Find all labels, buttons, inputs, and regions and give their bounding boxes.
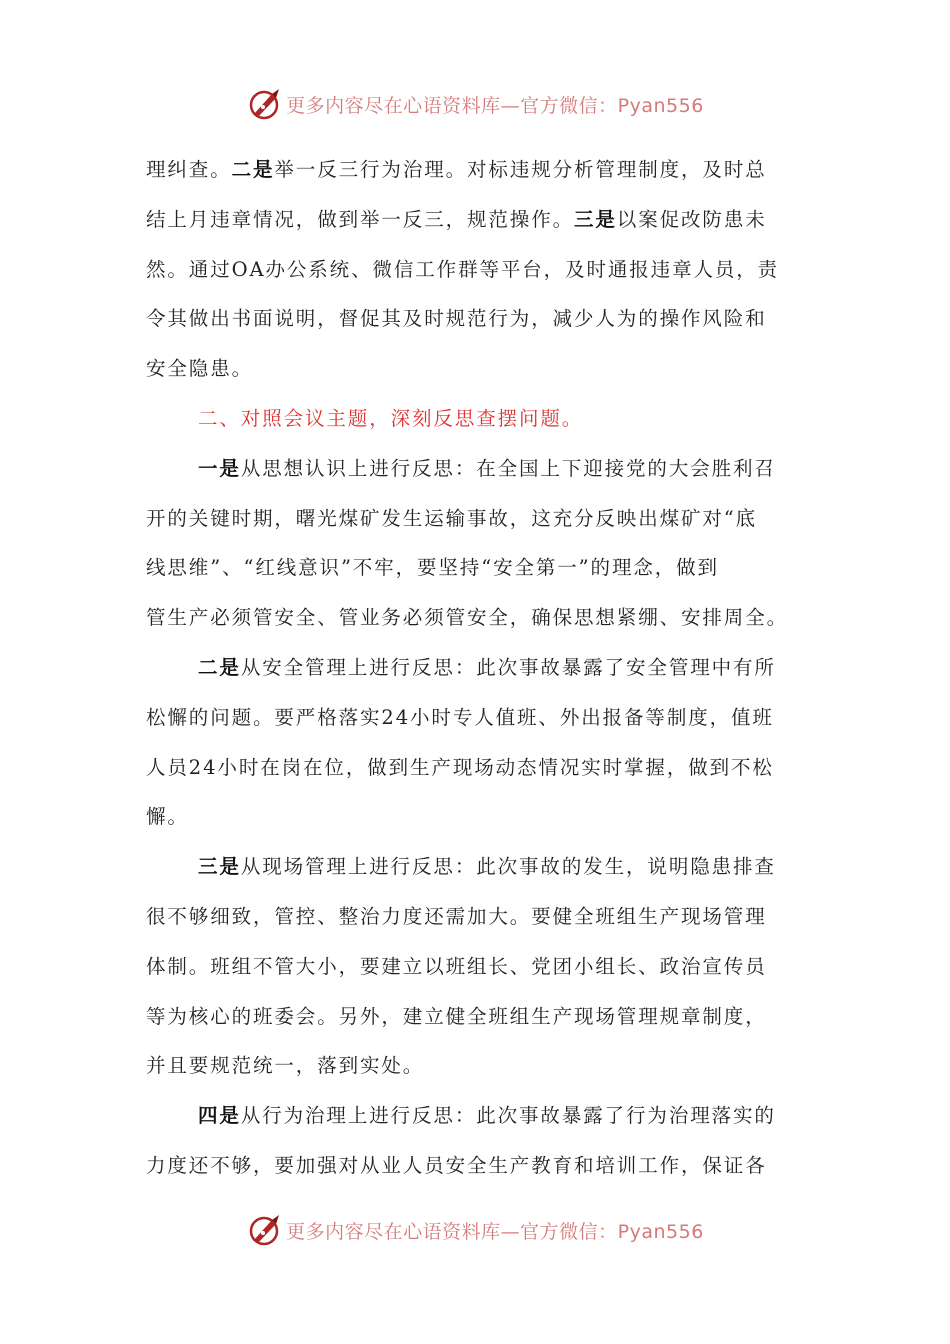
text-line: 线思维”、“红线意识”不牢，要坚持“安全第一”的理念，做到 — [146, 556, 719, 580]
text-line: 理纠查。二是举一反三行为治理。对标违规分析管理制度，及时总 — [146, 158, 767, 181]
pen-nib-circle-icon — [246, 86, 282, 122]
paragraph-start: 三是从现场管理上进行反思：此次事故的发生，说明隐患排查 — [198, 855, 776, 879]
paragraph-start: 四是从行为治理上进行反思：此次事故暴露了行为治理落实的 — [198, 1104, 776, 1128]
paragraph-start: 一是从思想认识上进行反思：在全国上下迎接党的大会胜利召 — [198, 456, 776, 480]
document-body — [146, 145, 810, 1191]
text-line: 管生产必须管安全、管业务必须管安全，确保思想紧绷、安排周全。 — [146, 606, 789, 630]
text-line: 体制。班组不管大小，要建立以班组长、党团小组长、政治宣传员 — [146, 954, 767, 978]
text-line: 力度还不够，要加强对从业人员安全生产教育和培训工作，保证各 — [146, 1153, 767, 1177]
text-line: 然。通过OA办公系统、微信工作群等平台，及时通报违章人员，责 — [146, 257, 780, 281]
text-line: 结上月违章情况，做到举一反三，规范操作。三是以案促改防患未 — [146, 207, 767, 231]
paragraph-start: 二是从安全管理上进行反思：此次事故暴露了安全管理中有所 — [198, 655, 776, 679]
text-line: 令其做出书面说明，督促其及时规范行为，减少人为的操作风险和 — [146, 307, 767, 331]
text-line: 懈。 — [146, 805, 189, 829]
text-line: 开的关键时期，曙光煤矿发生运输事故，这充分反映出煤矿对“底 — [146, 506, 758, 530]
banner-wechat-id: Pyan556 — [617, 1220, 704, 1243]
text-line: 人员24小时在岗在位，做到生产现场动态情况实时掌握，做到不松 — [146, 755, 774, 779]
text-line: 等为核心的班委会。另外，建立健全班组生产现场管理规章制度， — [146, 1004, 767, 1028]
footer-watermark-banner — [0, 1210, 950, 1250]
text-line: 安全隐患。 — [146, 357, 254, 381]
banner-wechat-id: Pyan556 — [617, 94, 704, 117]
header-watermark-banner — [0, 84, 950, 124]
pen-nib-circle-icon — [246, 1212, 282, 1248]
banner-text-cn: 更多内容尽在心语资料库—官方微信： — [286, 94, 618, 117]
text-line: 很不够细致，管控、整治力度还需加大。要健全班组生产现场管理 — [146, 904, 767, 928]
text-line: 松懈的问题。要严格落实24小时专人值班、外出报备等制度，值班 — [146, 705, 774, 729]
section-heading: 二、对照会议主题，深刻反思查摆问题。 — [198, 406, 584, 430]
text-line: 并且要规范统一，落到实处。 — [146, 1054, 425, 1078]
banner-text-cn: 更多内容尽在心语资料库—官方微信： — [286, 1220, 618, 1243]
